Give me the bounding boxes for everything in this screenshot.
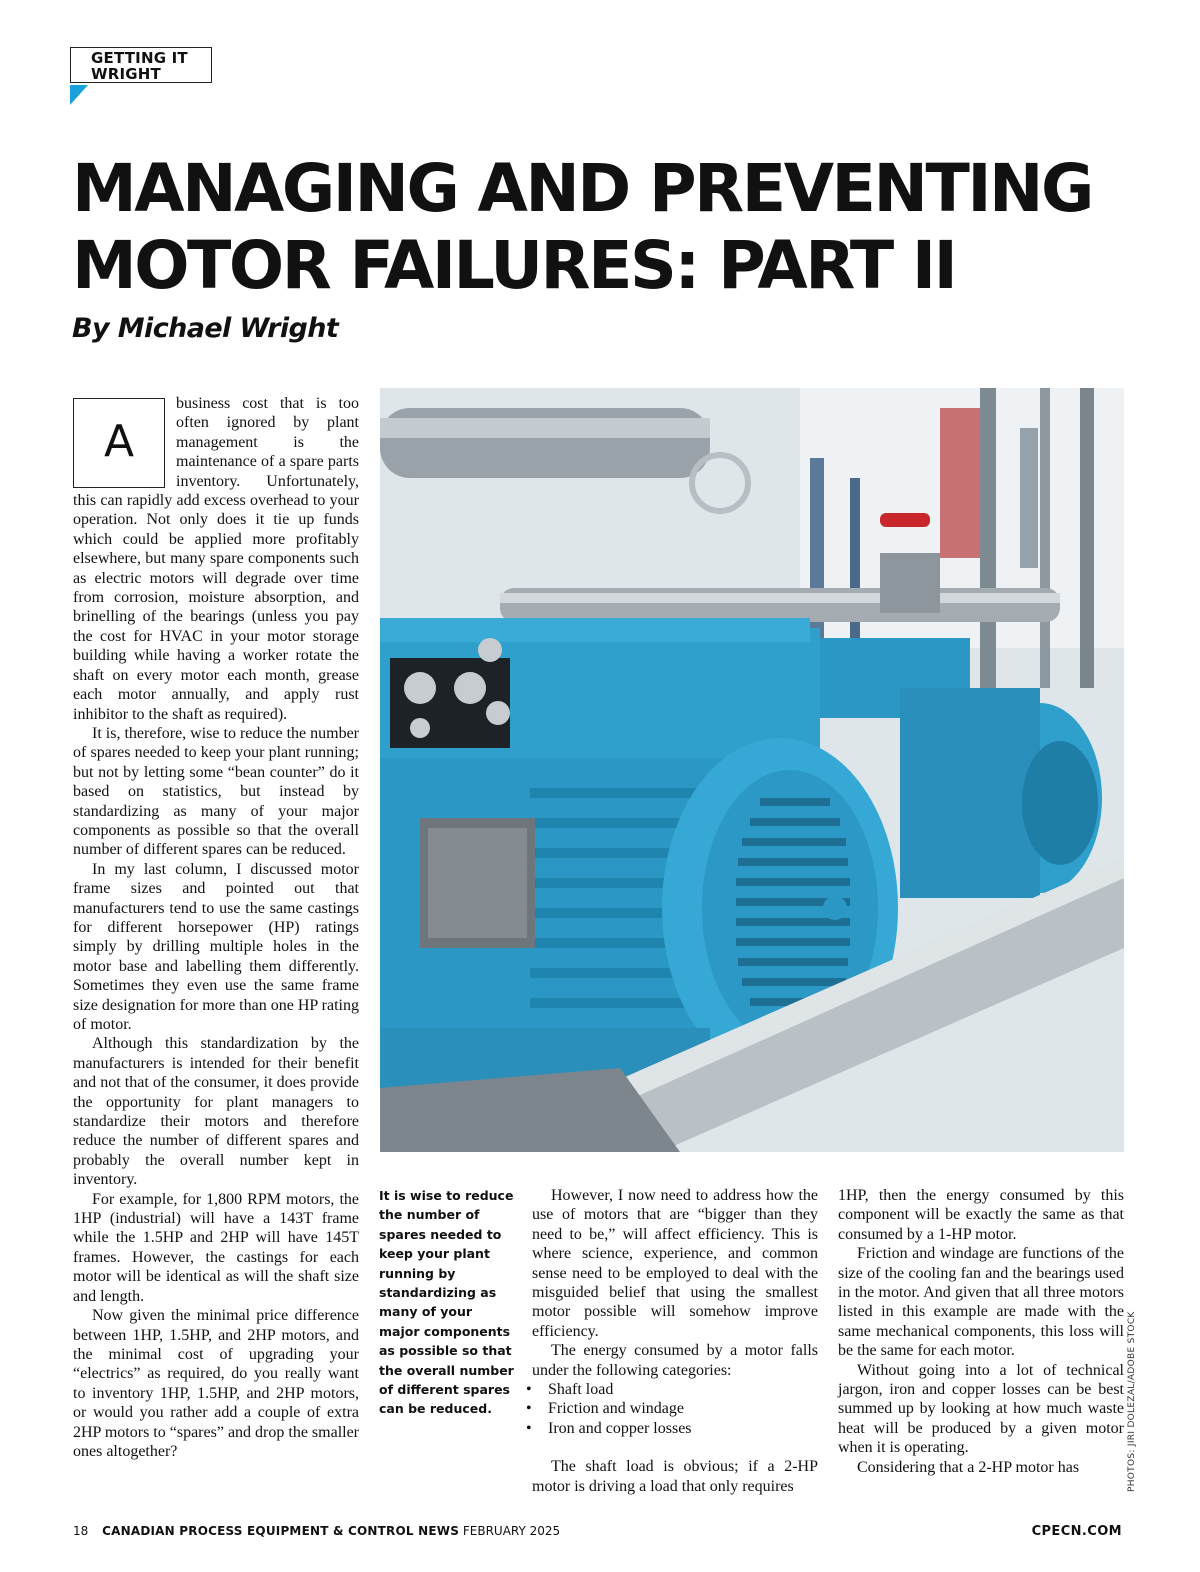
- section-tag-corner-accent: [70, 85, 88, 105]
- paragraph: In my last column, I discussed motor frame sizes and pointed out that manufacturers tend to use the same castings for different horsepower (HP) ratings simply by drilling multiple holes in the motor base and labelling them differently. Sometimes they even use the same frame size designation for more than one HP rating of motor.: [73, 860, 359, 1033]
- byline: By Michael Wright: [72, 313, 339, 344]
- article-title-line1: MANAGING AND PREVENTING: [72, 150, 1092, 227]
- page-footer: [73, 1524, 560, 1538]
- list-item: • Friction and windage: [532, 1399, 818, 1418]
- paragraph: The energy consumed by a motor falls under the following categories:: [532, 1342, 818, 1379]
- website-link[interactable]: CPECN.COM: [1031, 1524, 1122, 1539]
- paragraph: 1HP, then the energy consumed by this component will be exactly the same as that consumed by a 1-HP motor.: [838, 1187, 1124, 1243]
- section-tag-line2: WRIGHT: [91, 65, 161, 83]
- page-number: 18: [73, 1524, 89, 1538]
- paragraph: However, I now need to address how the use of motors that are “bigger than they need to be,” will affect efficiency. This is where science, experience, and common sense need to be employed to deal with the misguided belief that using the smallest motor possible will somehow improve efficiency.: [532, 1187, 818, 1340]
- article-title: [72, 150, 1092, 304]
- article-title-line2: MOTOR FAILURES: PART II: [72, 227, 956, 304]
- paragraph: business cost that is too often ignored by plant management is the maintenance of a spare parts inventory. Unfortunately, this can rapidly add excess overhead to your operation. Not only does it tie up funds which could be applied more profitably elsewhere, but many spare components such as electric motors will degrade over time from corrosion, moisture absorption, and brinelling of the bearings (unless you pay the cost for HVAC in your motor storage building while having a worker rotate the shaft on every motor each month, grease each motor annually, and apply rust inhibitor to the shaft as required).: [73, 395, 359, 723]
- article-column-1: [73, 394, 359, 1461]
- article-column-3: [532, 1186, 818, 1496]
- paragraph: Without going into a lot of technical jargon, iron and copper losses can be best summed up by looking at how much waste heat will be produced by a given motor when it is operating.: [838, 1361, 1124, 1457]
- drop-cap: A: [73, 398, 165, 488]
- paragraph: Considering that a 2-HP motor has: [857, 1458, 1080, 1476]
- list-item: • Iron and copper losses: [532, 1419, 818, 1438]
- issue-date: FEBRUARY 2025: [462, 1524, 561, 1538]
- section-tag-line1: GETTING IT: [91, 49, 188, 67]
- motors-photo: [380, 388, 1124, 1152]
- pull-quote: It is wise to reduce the number of spares needed to keep your plant running by standardizing as many of your major components as possible so that the overall number of different spares can be reduced.: [379, 1188, 514, 1417]
- energy-categories-list: [532, 1380, 818, 1438]
- paragraph: For example, for 1,800 RPM motors, the 1HP (industrial) will have a 143T frame while the 1.5HP and 2HP will have 145T frames. However, the castings for each motor will be identical as will the shaft size and length.: [73, 1190, 359, 1305]
- paragraph: The shaft load is obvious; if a 2-HP motor is driving a load that only requires: [532, 1458, 818, 1495]
- list-item: • Shaft load: [532, 1380, 818, 1399]
- paragraph: Now given the minimal price difference between 1HP, 1.5HP, and 2HP motors, and the minimal cost of upgrading your “electrics” as required, do you really want to inventory 1HP, 1.5HP, and 2HP motors, or would you rather add a couple of extra 2HP motors to “spares” and drop the smaller ones altogether?: [73, 1307, 360, 1460]
- publication-name: CANADIAN PROCESS EQUIPMENT & CONTROL NEWS: [102, 1524, 460, 1538]
- paragraph: Although this standardization by the manufacturers is intended for their benefit and not that of the consumer, it does provide the opportunity for plant managers to standardize their motors and therefore reduce the number of different spares and probably the overall number kept in inventory.: [73, 1035, 359, 1189]
- paragraph: It is, therefore, wise to reduce the number of spares needed to keep your plant running; but not by letting some “bean counter” do it based on statistics, but instead by standardizing as many of your major components as possible so that the overall number of different spares can be reduced.: [73, 724, 360, 859]
- article-column-4: [838, 1186, 1124, 1477]
- photo-credit: PHOTOS: JIRI DOLEZAL/ADOBE STOCK: [1127, 1311, 1137, 1492]
- paragraph: Friction and windage are functions of the size of the cooling fan and the bearings used in the motor. And given that all three motors listed in this example are made with the same mechanical components, this loss will be the same for each motor.: [838, 1245, 1124, 1360]
- section-tag: [70, 47, 212, 83]
